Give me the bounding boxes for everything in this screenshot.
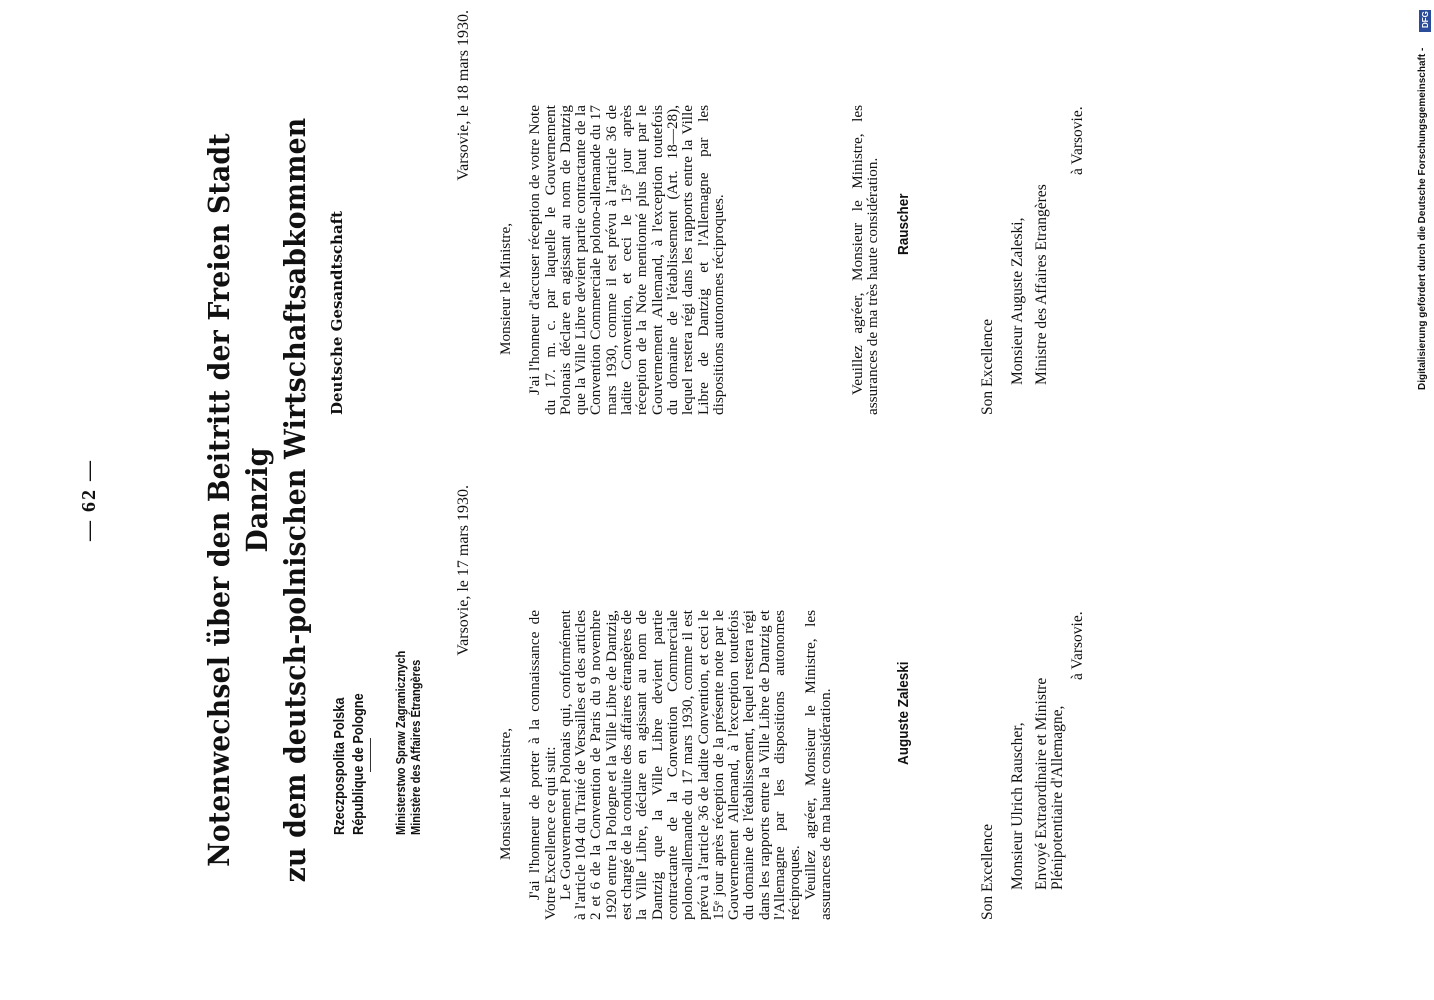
address-line: Son Excellence [979, 319, 996, 415]
polish-letterhead [330, 614, 368, 835]
ministry-header [393, 580, 423, 835]
title-line-2: zu dem deutsch-polnischen Wirtschaftsabkommen [278, 117, 312, 883]
closing: Veuillez agréer, Monsieur le Ministre, les assurances de ma très haute considération. [849, 105, 882, 415]
title-line-1: Notenwechsel über den Beitritt der Freien Stadt Danzig [202, 133, 274, 867]
address-line: Ministre des Affaires Etrangères [1033, 184, 1050, 385]
address-line: Plénipotentiaire d'Allemagne, [1049, 705, 1066, 890]
address-line: Monsieur Ulrich Rauscher, [1009, 722, 1026, 890]
paragraph: Le Gouvernement Polonais qui, conformément à l'article 104 du Traité de Versailles et des articles 2 et 6 de la Convention de Paris du 9 novembre 1920 entre la Pologne et la Ville Libre de Dantzig, est chargé de la conduite des affaires étrangères de la Ville Libre, déclare en agissant au nom de Dantzig que la Ville Libre devient partie contractante de la Convention Commerciale polono-allemande du 17 mars 1930, comme il est prévu à l'article 36 de ladite Convention, et ceci le 15ᵉ jour après réception de la présente note par le Gouvernement Allemand, à l'exception toutefois du domaine de l'établissement, lequel restera régi dans les rapports entre la Ville Libre de Dantzig et l'Allemagne par les dispositions autonomes réciproques. [556, 610, 804, 920]
salutation-right: Monsieur le Ministre, [497, 222, 514, 355]
address-line: Monsieur Auguste Zaleski, [1009, 217, 1026, 385]
paragraph: J'ai l'honneur d'accuser réception de votre Note du 17. m. c. par laquelle le Gouvernement Polonais déclare en agissant au nom de Dantzig que la Ville Libre devient partie contractante de la Convention Commerciale polono-allemande du 17 mars 1930, comme il est prévu à l'article 36 de ladite Convention, et ceci le 15ᵉ jour après réception de la Note mentionné plus haut par le Gouvernement Allemand, à l'exception toutefois du domaine de l'établissement (Art. 18—28), lequel restera régi dans les rapports entre la Ville Libre de Dantzig et l'Allemagne par les dispositions autonomes réciproques. [526, 105, 727, 415]
paragraph: J'ai l'honneur de porter à la connaissance de Votre Excellence ce qui suit: [526, 610, 559, 920]
letterhead-line-2: République de Pologne [350, 693, 367, 835]
address-block-right [980, 55, 1086, 415]
letter-date-right: Varsovie, le 18 mars 1930. [455, 10, 472, 181]
ministry-line-1: Ministerstwo Spraw Zagranicznych [393, 650, 408, 835]
letter-body-left [498, 610, 833, 920]
letterhead-divider [370, 738, 371, 772]
dfg-logo: DFG [1419, 10, 1431, 32]
ministry-line-2: Ministère des Affaires Étrangères [408, 659, 423, 835]
page-number: — 62 — [78, 459, 100, 541]
letter-date-left: Varsovie, le 17 mars 1930. [455, 485, 472, 656]
address-block-left [980, 560, 1086, 920]
salutation-left: Monsieur le Ministre, [497, 727, 514, 860]
signature-rauscher: Rauscher [895, 193, 912, 255]
german-letterhead: Deutsche Gesandtschaft [328, 210, 346, 415]
closing: Veuillez agréer, Monsieur le Ministre, les assurances de ma haute considération. [801, 610, 834, 920]
letterhead-line-1: Rzeczpospolita Polska [331, 697, 348, 835]
letter-body-right [498, 105, 881, 415]
digitization-credit: Digitalisierung gefördert durch die Deutsche Forschungsgemeinschaft - [1417, 47, 1428, 390]
address-line: à Varsovie. [1069, 106, 1086, 175]
address-line: Envoyé Extraordinaire et Ministre [1033, 677, 1050, 890]
address-line: Son Excellence [979, 824, 996, 920]
address-line: à Varsovie. [1069, 611, 1086, 680]
signature-zaleski: Auguste Zaleski [895, 661, 912, 765]
page-title [200, 95, 314, 905]
